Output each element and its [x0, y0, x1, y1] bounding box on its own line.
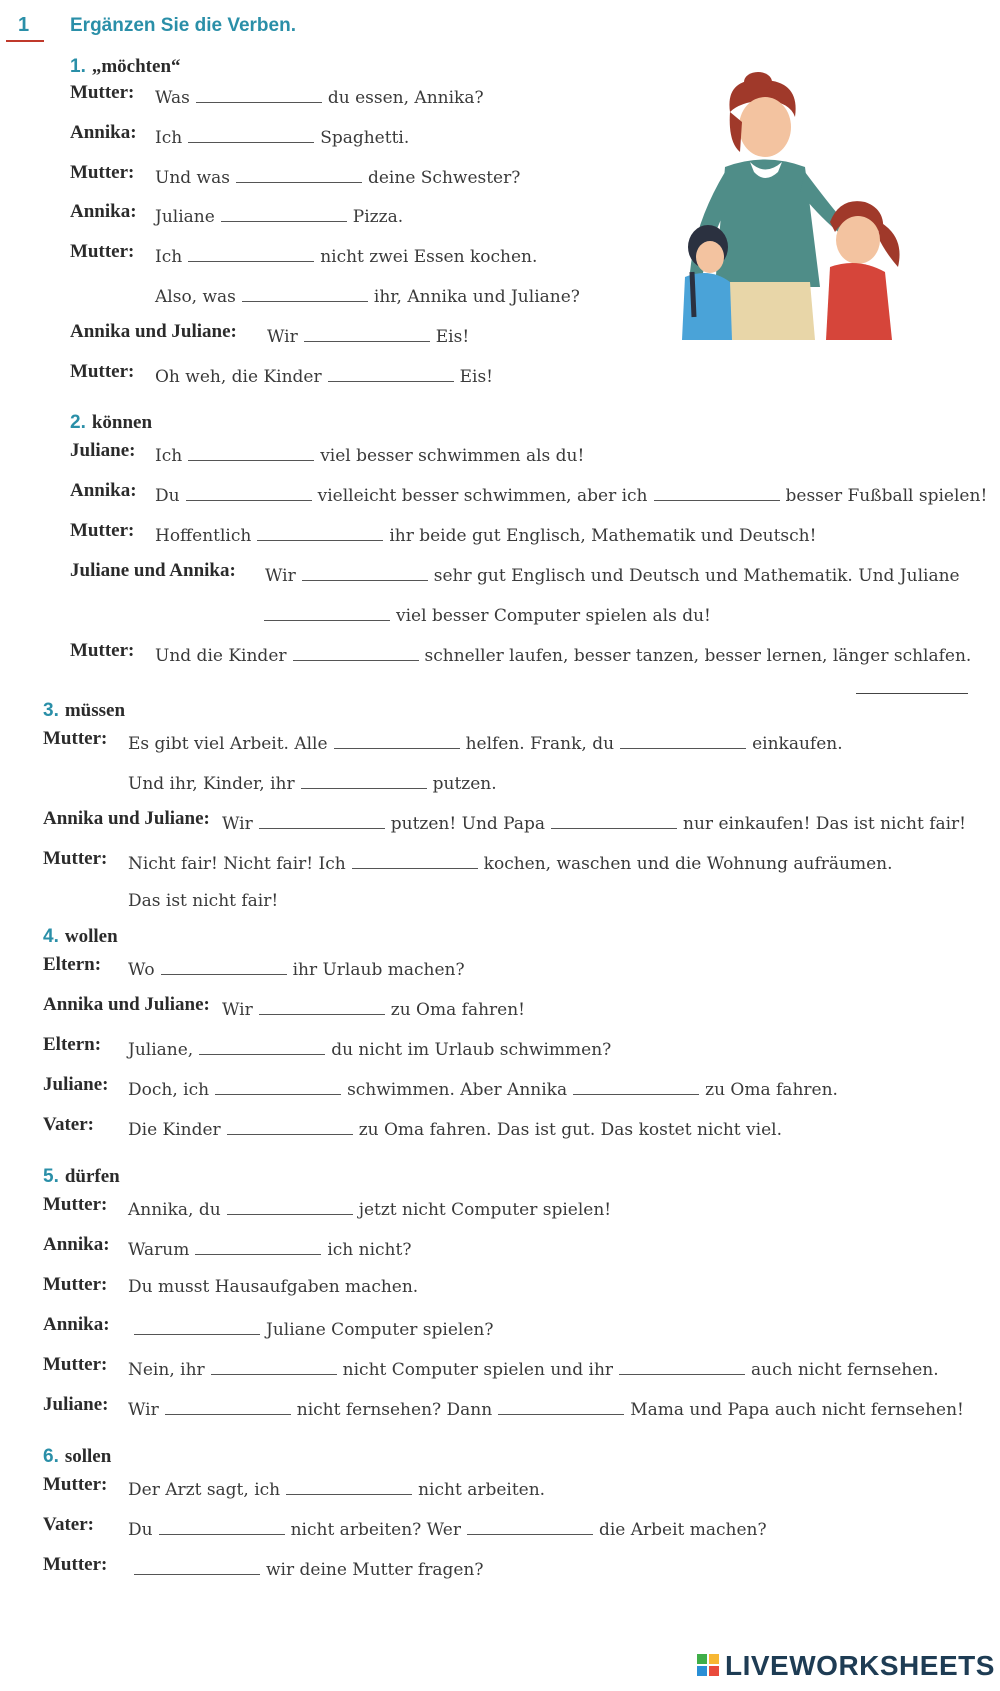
- answer-blank[interactable]: [498, 1396, 624, 1415]
- section-title: [70, 56, 181, 78]
- section-number: 5.: [43, 1166, 59, 1187]
- answer-blank[interactable]: [334, 730, 460, 749]
- answer-blank[interactable]: [227, 1116, 353, 1135]
- answer-blank[interactable]: [551, 810, 677, 829]
- speaker-label: Annika:: [43, 1314, 110, 1335]
- speaker-label: Annika:: [70, 480, 137, 501]
- speaker-label: Mutter:: [43, 1474, 108, 1495]
- speaker-label: Annika:: [70, 201, 137, 222]
- speaker-label: Annika und Juliane:: [70, 321, 237, 342]
- section-verb: müssen: [64, 700, 126, 721]
- answer-blank[interactable]: [199, 1036, 325, 1055]
- dialogue-line: [128, 770, 497, 795]
- dialogue-text: nicht arbeiten? Wer: [290, 1520, 461, 1540]
- section-verb: können: [91, 412, 153, 433]
- answer-blank[interactable]: [242, 283, 368, 302]
- dialogue-text: nur einkaufen! Das ist nicht fair!: [683, 814, 967, 834]
- dialogue-text: zu Oma fahren. Das ist gut. Das kostet nicht viel.: [358, 1120, 782, 1140]
- dialogue-line: [128, 1036, 611, 1061]
- dialogue-text: putzen.: [432, 774, 497, 794]
- speaker-label: Mutter:: [70, 361, 135, 382]
- dialogue-text: Juliane,: [128, 1040, 194, 1060]
- answer-blank[interactable]: [259, 996, 385, 1015]
- liveworksheets-logo-text: LIVEWORKSHEETS: [725, 1650, 995, 1681]
- dialogue-text: nicht arbeiten.: [418, 1480, 546, 1500]
- exercise-number: 1: [18, 14, 30, 36]
- dialogue-text: kochen, waschen und die Wohnung aufräumen.: [483, 854, 893, 874]
- exercise-header: [0, 0, 1000, 40]
- dialogue-line: [128, 1196, 611, 1221]
- dialogue-line: [128, 1276, 418, 1298]
- speaker-label: Mutter:: [43, 1274, 108, 1295]
- section-number: 3.: [43, 700, 59, 721]
- dialogue-text: Warum: [128, 1240, 190, 1260]
- dialogue-text: Du: [128, 1520, 153, 1540]
- speaker-label: Mutter:: [70, 162, 135, 183]
- dialogue-text: Wir: [222, 814, 253, 834]
- dialogue-text: Es gibt viel Arbeit. Alle: [128, 734, 328, 754]
- dialogue-line: [128, 850, 893, 875]
- section-number: 2.: [70, 412, 86, 433]
- dialogue-line: [267, 323, 469, 348]
- dialogue-text: die Arbeit machen?: [598, 1520, 767, 1540]
- section-title: [43, 926, 118, 948]
- dialogue-text: ich nicht?: [327, 1240, 412, 1260]
- section-title: [43, 700, 125, 722]
- answer-blank[interactable]: [264, 602, 390, 621]
- dialogue-line: [155, 84, 484, 109]
- answer-blank[interactable]: [195, 1236, 321, 1255]
- dialogue-text: nicht zwei Essen kochen.: [320, 247, 538, 267]
- answer-blank[interactable]: [221, 203, 347, 222]
- dialogue-text: Annika, du: [128, 1200, 221, 1220]
- dialogue-line: [128, 730, 843, 755]
- dialogue-line: [155, 363, 493, 388]
- dialogue-text: schwimmen. Aber Annika: [347, 1080, 568, 1100]
- dialogue-text: helfen. Frank, du: [465, 734, 615, 754]
- dialogue-text: ihr, Annika und Juliane?: [373, 287, 580, 307]
- dialogue-text: Wir: [267, 327, 298, 347]
- answer-blank[interactable]: [188, 442, 314, 461]
- dialogue-line: [155, 203, 403, 228]
- speaker-label: Mutter:: [43, 848, 108, 869]
- dialogue-line: [155, 243, 537, 268]
- speaker-label: Juliane:: [43, 1394, 109, 1415]
- section-verb: wollen: [64, 926, 118, 947]
- section-verb: sollen: [64, 1446, 112, 1467]
- answer-blank[interactable]: [257, 522, 383, 541]
- dialogue-text: nicht Computer spielen und ihr: [342, 1360, 614, 1380]
- section-verb: „möchten“: [91, 56, 181, 77]
- answer-blank[interactable]: [328, 363, 454, 382]
- speaker-label: Mutter:: [43, 1354, 108, 1375]
- dialogue-text: du nicht im Urlaub schwimmen?: [331, 1040, 612, 1060]
- dialogue-text: du essen, Annika?: [327, 88, 484, 108]
- dialogue-text: wir deine Mutter fragen?: [266, 1560, 484, 1580]
- speaker-label: Mutter:: [43, 1554, 108, 1575]
- speaker-label: Annika und Juliane:: [43, 994, 210, 1015]
- speaker-label: Vater:: [43, 1114, 94, 1135]
- dialogue-text: Und ihr, Kinder, ihr: [128, 774, 295, 794]
- section-title: [43, 1166, 120, 1188]
- dialogue-text: Doch, ich: [128, 1080, 210, 1100]
- speaker-label: Annika:: [43, 1234, 110, 1255]
- mother-and-two-daughters-illustration: [670, 72, 910, 340]
- dialogue-text: zu Oma fahren.: [705, 1080, 838, 1100]
- dialogue-line: [155, 482, 987, 507]
- dialogue-text: Hoffentlich: [155, 526, 252, 546]
- dialogue-line: [128, 1556, 483, 1581]
- dialogue-line: [128, 1116, 782, 1141]
- dialogue-text: Wir: [265, 566, 296, 586]
- dialogue-line: [128, 1316, 493, 1341]
- dialogue-line: [128, 1356, 939, 1381]
- dialogue-line: [128, 956, 465, 981]
- answer-blank[interactable]: [161, 956, 287, 975]
- section-title: [70, 412, 152, 434]
- answer-blank[interactable]: [215, 1076, 341, 1095]
- answer-blank[interactable]: [573, 1076, 699, 1095]
- dialogue-line: [265, 562, 960, 587]
- dialogue-text: Wir: [128, 1400, 159, 1420]
- answer-blank[interactable]: [236, 164, 362, 183]
- section-number: 6.: [43, 1446, 59, 1467]
- dialogue-text: ihr beide gut Englisch, Mathematik und Deutsch!: [389, 526, 817, 546]
- answer-blank[interactable]: [134, 1556, 260, 1575]
- liveworksheets-logo[interactable]: [697, 1648, 995, 1684]
- dialogue-text: Pizza.: [352, 207, 404, 227]
- answer-blank[interactable]: [227, 1196, 353, 1215]
- dialogue-text: Ich: [155, 247, 183, 267]
- dialogue-text: Das ist nicht fair!: [128, 891, 279, 911]
- dialogue-text: Nicht fair! Nicht fair! Ich: [128, 854, 346, 874]
- dialogue-line: [128, 1516, 767, 1541]
- dialogue-text: Was: [155, 88, 190, 108]
- margin-rule: [856, 693, 968, 694]
- answer-blank[interactable]: [302, 562, 428, 581]
- dialogue-line: [155, 283, 580, 308]
- dialogue-text: Du musst Hausaufgaben machen.: [128, 1277, 419, 1297]
- dialogue-text: jetzt nicht Computer spielen!: [358, 1200, 612, 1220]
- answer-blank[interactable]: [188, 124, 314, 143]
- answer-blank[interactable]: [293, 642, 419, 661]
- answer-blank[interactable]: [259, 810, 385, 829]
- dialogue-text: Wir: [222, 1000, 253, 1020]
- answer-blank[interactable]: [619, 1356, 745, 1375]
- dialogue-text: viel besser schwimmen als du!: [320, 446, 585, 466]
- exercise-number-underline: [6, 40, 44, 42]
- dialogue-line: [222, 810, 966, 835]
- answer-blank[interactable]: [159, 1516, 285, 1535]
- dialogue-text: deine Schwester?: [367, 168, 521, 188]
- speaker-label: Juliane:: [43, 1074, 109, 1095]
- speaker-label: Mutter:: [70, 640, 135, 661]
- dialogue-text: viel besser Computer spielen als du!: [396, 606, 711, 626]
- dialogue-text: Wo: [128, 960, 155, 980]
- answer-blank[interactable]: [304, 323, 430, 342]
- dialogue-text: Oh weh, die Kinder: [155, 367, 322, 387]
- section-number: 1.: [70, 56, 86, 77]
- speaker-label: Mutter:: [43, 1194, 108, 1215]
- speaker-label: Mutter:: [70, 241, 135, 262]
- answer-blank[interactable]: [134, 1316, 260, 1335]
- dialogue-text: schneller laufen, besser tanzen, besser lernen, länger schlafen.: [424, 646, 972, 666]
- answer-blank[interactable]: [188, 243, 314, 262]
- answer-blank[interactable]: [196, 84, 322, 103]
- dialogue-line: [155, 164, 520, 189]
- dialogue-line: [128, 1076, 838, 1101]
- dialogue-text: Juliane Computer spielen?: [266, 1320, 494, 1340]
- dialogue-text: Ich: [155, 128, 183, 148]
- dialogue-text: Juliane: [155, 207, 215, 227]
- dialogue-text: Nein, ihr: [128, 1360, 205, 1380]
- dialogue-text: Und was: [155, 168, 230, 188]
- speaker-label: Eltern:: [43, 1034, 102, 1055]
- dialogue-text: besser Fußball spielen!: [785, 486, 988, 506]
- dialogue-line: [222, 996, 525, 1021]
- dialogue-text: Mama und Papa auch nicht fernsehen!: [630, 1400, 964, 1420]
- dialogue-text: Eis!: [435, 327, 470, 347]
- answer-blank[interactable]: [301, 770, 427, 789]
- dialogue-line: [155, 522, 816, 547]
- dialogue-text: Du: [155, 486, 180, 506]
- dialogue-text: ihr Urlaub machen?: [292, 960, 465, 980]
- answer-blank[interactable]: [165, 1396, 291, 1415]
- dialogue-line: [155, 442, 584, 467]
- speaker-label: Vater:: [43, 1514, 94, 1535]
- dialogue-text: Ich: [155, 446, 183, 466]
- exercise-title: Ergänzen Sie die Verben.: [70, 15, 296, 36]
- dialogue-text: nicht fernsehen? Dann: [296, 1400, 493, 1420]
- dialogue-text: einkaufen.: [752, 734, 843, 754]
- speaker-label: Mutter:: [70, 82, 135, 103]
- answer-blank[interactable]: [467, 1516, 593, 1535]
- answer-blank[interactable]: [352, 850, 478, 869]
- answer-blank[interactable]: [620, 730, 746, 749]
- dialogue-text: Eis!: [459, 367, 494, 387]
- dialogue-line: [128, 890, 278, 912]
- liveworksheets-logo-icon: [697, 1654, 721, 1678]
- answer-blank[interactable]: [186, 482, 312, 501]
- dialogue-text: sehr gut Englisch und Deutsch und Mathematik. Und Juliane: [433, 566, 960, 586]
- speaker-label: Eltern:: [43, 954, 102, 975]
- speaker-label: Mutter:: [43, 728, 108, 749]
- section-number: 4.: [43, 926, 59, 947]
- speaker-label: Juliane und Annika:: [70, 560, 236, 581]
- dialogue-text: Also, was: [155, 287, 236, 307]
- dialogue-line: [128, 1396, 964, 1421]
- speaker-label: Juliane:: [70, 440, 136, 461]
- dialogue-text: Spaghetti.: [320, 128, 410, 148]
- section-title: [43, 1446, 111, 1468]
- dialogue-text: zu Oma fahren!: [390, 1000, 525, 1020]
- dialogue-line: [128, 1236, 411, 1261]
- dialogue-line: [258, 602, 711, 627]
- speaker-label: Annika und Juliane:: [43, 808, 210, 829]
- dialogue-text: Und die Kinder: [155, 646, 287, 666]
- dialogue-text: Der Arzt sagt, ich: [128, 1480, 281, 1500]
- answer-blank[interactable]: [654, 482, 780, 501]
- answer-blank[interactable]: [211, 1356, 337, 1375]
- dialogue-text: Die Kinder: [128, 1120, 221, 1140]
- dialogue-line: [128, 1476, 545, 1501]
- speaker-label: Annika:: [70, 122, 137, 143]
- dialogue-line: [155, 642, 971, 667]
- dialogue-text: putzen! Und Papa: [390, 814, 546, 834]
- speaker-label: Mutter:: [70, 520, 135, 541]
- answer-blank[interactable]: [286, 1476, 412, 1495]
- dialogue-text: auch nicht fernsehen.: [751, 1360, 939, 1380]
- section-verb: dürfen: [64, 1166, 120, 1187]
- dialogue-text: vielleicht besser schwimmen, aber ich: [317, 486, 648, 506]
- dialogue-line: [155, 124, 409, 149]
